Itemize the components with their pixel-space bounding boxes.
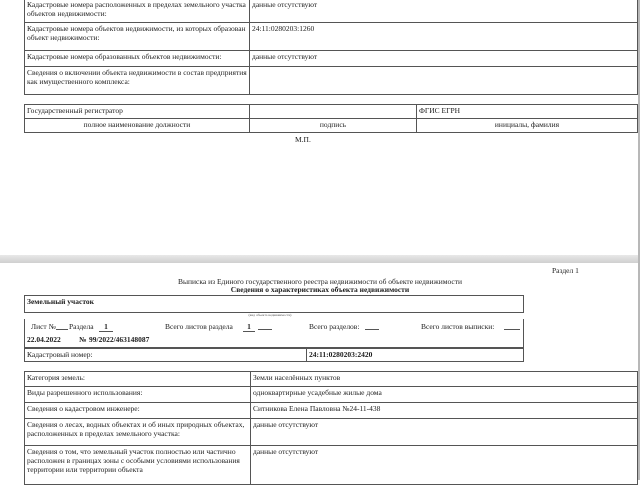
value-text: данные отсутствуют bbox=[252, 0, 318, 9]
value-text: данные отсутствуют bbox=[253, 420, 319, 429]
section-label: Раздела bbox=[69, 322, 94, 331]
object-type-text: Земельный участок bbox=[27, 297, 94, 306]
row-value-cadastral-engineer bbox=[250, 402, 638, 419]
initials-caption-cell bbox=[416, 118, 638, 133]
number-label: № bbox=[79, 335, 87, 344]
position-caption-cell bbox=[24, 118, 250, 133]
row-value-land-category bbox=[250, 371, 638, 387]
label-text: Категория земель: bbox=[27, 373, 85, 382]
value-text: Земли населённых пунктов bbox=[253, 373, 341, 382]
sheet-no-label: Лист № bbox=[31, 322, 56, 331]
label-text: Кадастровые номера расположенных в пределах земельного участка объектов недвижимости: bbox=[27, 0, 246, 18]
cadastral-label-cell bbox=[24, 348, 307, 362]
signature-cell bbox=[249, 104, 417, 119]
total-sheets-blank bbox=[258, 329, 272, 330]
document-subtitle: Сведения о характеристиках объекта недвижимости bbox=[230, 285, 410, 294]
document-page-2 bbox=[0, 263, 640, 480]
label-text: Сведения о кадастровом инженере: bbox=[27, 404, 140, 413]
sheet-no-blank bbox=[56, 329, 68, 330]
total-sections-blank bbox=[365, 329, 379, 330]
cadastral-label: Кадастровый номер: bbox=[27, 350, 93, 359]
value-text: 24:11:0280203:1260 bbox=[252, 24, 315, 33]
signature-caption-cell bbox=[249, 118, 417, 133]
extract-date: 22.04.2022 bbox=[27, 335, 61, 344]
row-value-property-complex bbox=[249, 66, 638, 95]
label-text: Кадастровые номера образованных объектов недвижимости: bbox=[27, 52, 222, 61]
row-label-special-zone bbox=[24, 445, 251, 485]
value-text: Ситникова Елена Павловна №24-11-438 bbox=[253, 404, 381, 413]
registrar-cell bbox=[24, 104, 250, 119]
initials-caption: инициалы, фамилия bbox=[494, 120, 560, 129]
value-text: данные отсутствуют bbox=[252, 52, 318, 61]
row-label-property-complex bbox=[24, 66, 250, 95]
label-text: Сведения о лесах, водных объектах и об иных природных объектах, расположенных в пределах земельного участка: bbox=[27, 420, 245, 438]
label-text: Виды разрешенного использования: bbox=[27, 388, 143, 397]
value-text: одноквартирные усадебные жилые дома bbox=[253, 388, 382, 397]
row-value-special-zone bbox=[250, 445, 638, 485]
row-label-cadastral-engineer bbox=[24, 402, 251, 419]
row-label-land-category bbox=[24, 371, 251, 387]
row-label-formed-from bbox=[24, 22, 250, 51]
row-value-permitted-use bbox=[250, 386, 638, 403]
total-sheets-section-label: Всего листов раздела bbox=[165, 322, 233, 331]
object-type-caption: (вид объекта недвижимости) bbox=[248, 313, 292, 317]
agency-text: ФГИС ЕГРН bbox=[419, 106, 461, 115]
row-label-objects-within bbox=[24, 0, 250, 23]
label-text: Кадастровые номера объектов недвижимости, из которых образован объект недвижимости: bbox=[27, 24, 246, 42]
section-value: 1 bbox=[99, 322, 113, 332]
row-label-formed-objects bbox=[24, 50, 250, 67]
object-type-cell bbox=[24, 295, 524, 313]
agency-cell bbox=[416, 104, 638, 119]
signature-caption: подпись bbox=[319, 120, 347, 129]
label-text: Сведения о включении объекта недвижимости в состав предприятия как имущественного комплекса: bbox=[27, 68, 247, 86]
page-divider bbox=[0, 255, 640, 263]
value-text: данные отсутствуют bbox=[253, 447, 319, 456]
date-number-row bbox=[24, 334, 524, 348]
document-title: Выписка из Единого государственного реестра недвижимости об объекте недвижимости bbox=[177, 277, 463, 286]
row-value-natural-objects bbox=[250, 418, 638, 446]
row-value-objects-within bbox=[249, 0, 638, 23]
row-label-permitted-use bbox=[24, 386, 251, 403]
row-value-formed-objects bbox=[249, 50, 638, 67]
total-sheets-section-value: 1 bbox=[243, 322, 255, 332]
section-number: Раздел 1 bbox=[552, 266, 579, 275]
row-value-formed-from bbox=[249, 22, 638, 51]
row-label-natural-objects bbox=[24, 418, 251, 446]
extract-number: 99/2022/463148087 bbox=[89, 335, 150, 344]
total-sheets-extract-label: Всего листов выписки: bbox=[421, 322, 495, 331]
cadastral-value-cell bbox=[306, 348, 524, 362]
total-sheets-extract-blank bbox=[504, 329, 520, 330]
label-text: Сведения о том, что земельный участок полностью или частично расположен в границах зоны с особыми условиями использования территории или территории объекта bbox=[27, 447, 240, 474]
position-caption: полное наименование должности bbox=[83, 120, 191, 129]
cadastral-value: 24:11:0280203:2420 bbox=[309, 350, 373, 359]
sheet-counters-row bbox=[24, 319, 524, 335]
stamp-mark: М.П. bbox=[295, 135, 311, 144]
registrar-text: Государственный регистратор bbox=[27, 106, 123, 115]
total-sections-label: Всего разделов: bbox=[309, 322, 360, 331]
